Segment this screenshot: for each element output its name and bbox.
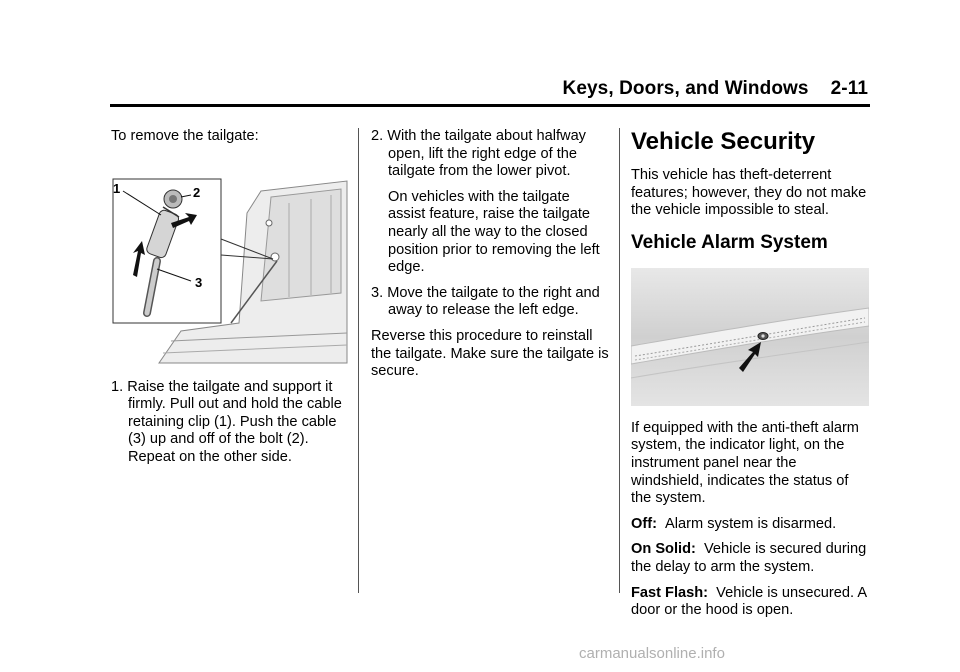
instrument-panel-illustration xyxy=(631,268,869,406)
callout-3: 3 xyxy=(195,274,203,290)
section-heading: Vehicle Security xyxy=(631,128,816,155)
security-text: This vehicle has theft-deterrent features; however, they do not make the vehicle impossible to steal. xyxy=(631,167,867,219)
header-text xyxy=(563,78,869,100)
state-fast-flash-label: Fast Flash: xyxy=(631,584,709,601)
intro-text: To remove the tailgate: xyxy=(111,128,259,144)
watermark: carmanualsonline.info xyxy=(579,645,725,662)
page-number: 2-11 xyxy=(830,78,868,99)
column-divider-1 xyxy=(358,128,359,593)
state-off-label: Off: xyxy=(631,515,657,532)
step-2-note: On vehicles with the tailgate assist feature, raise the tailgate nearly all the way to the closed position prior to removing the left edge. xyxy=(388,188,600,276)
column-1 xyxy=(111,128,351,475)
tailgate-cable-illustration xyxy=(111,173,349,365)
step-3: 3. Move the tailgate to the right and away to release the left edge. xyxy=(371,284,600,319)
state-on-solid-desc: Vehicle is secured during the delay to arm the system. xyxy=(631,541,867,575)
page-header xyxy=(110,78,870,107)
alarm-text: If equipped with the anti-theft alarm system, the indicator light, on the instrument panel near the windshield, indicates the status of the system. xyxy=(631,419,859,507)
section-title: Keys, Doors, and Windows xyxy=(562,78,809,99)
state-on-solid-label: On Solid: xyxy=(631,541,696,558)
step-1: 1. Raise the tailgate and support it firmly. Pull out and hold the cable retaining clip (1). Push the cable (3) up and off of the bolt (2). Repeat on the other side. xyxy=(111,378,342,465)
step-2: 2. With the tailgate about halfway open, lift the right edge of the tailgate from the lower pivot. xyxy=(371,128,586,180)
closing-text: Reverse this procedure to reinstall the tailgate. Make sure the tailgate is secure. xyxy=(371,327,609,380)
callout-1: 1 xyxy=(113,180,121,196)
state-fast-flash-desc: Vehicle is unsecured. A door or the hood is open. xyxy=(631,584,867,619)
column-divider-2 xyxy=(619,128,620,593)
column-3 xyxy=(631,128,871,628)
state-off xyxy=(631,516,871,534)
state-off-desc: Alarm system is disarmed. xyxy=(665,515,837,532)
state-on-solid xyxy=(631,541,871,576)
state-fast-flash xyxy=(631,585,871,620)
subsection-heading: Vehicle Alarm System xyxy=(631,231,828,253)
callout-2: 2 xyxy=(193,184,201,200)
column-2 xyxy=(371,128,609,389)
alarm-indicator-figure xyxy=(631,268,869,406)
tailgate-cable-figure xyxy=(111,173,349,365)
